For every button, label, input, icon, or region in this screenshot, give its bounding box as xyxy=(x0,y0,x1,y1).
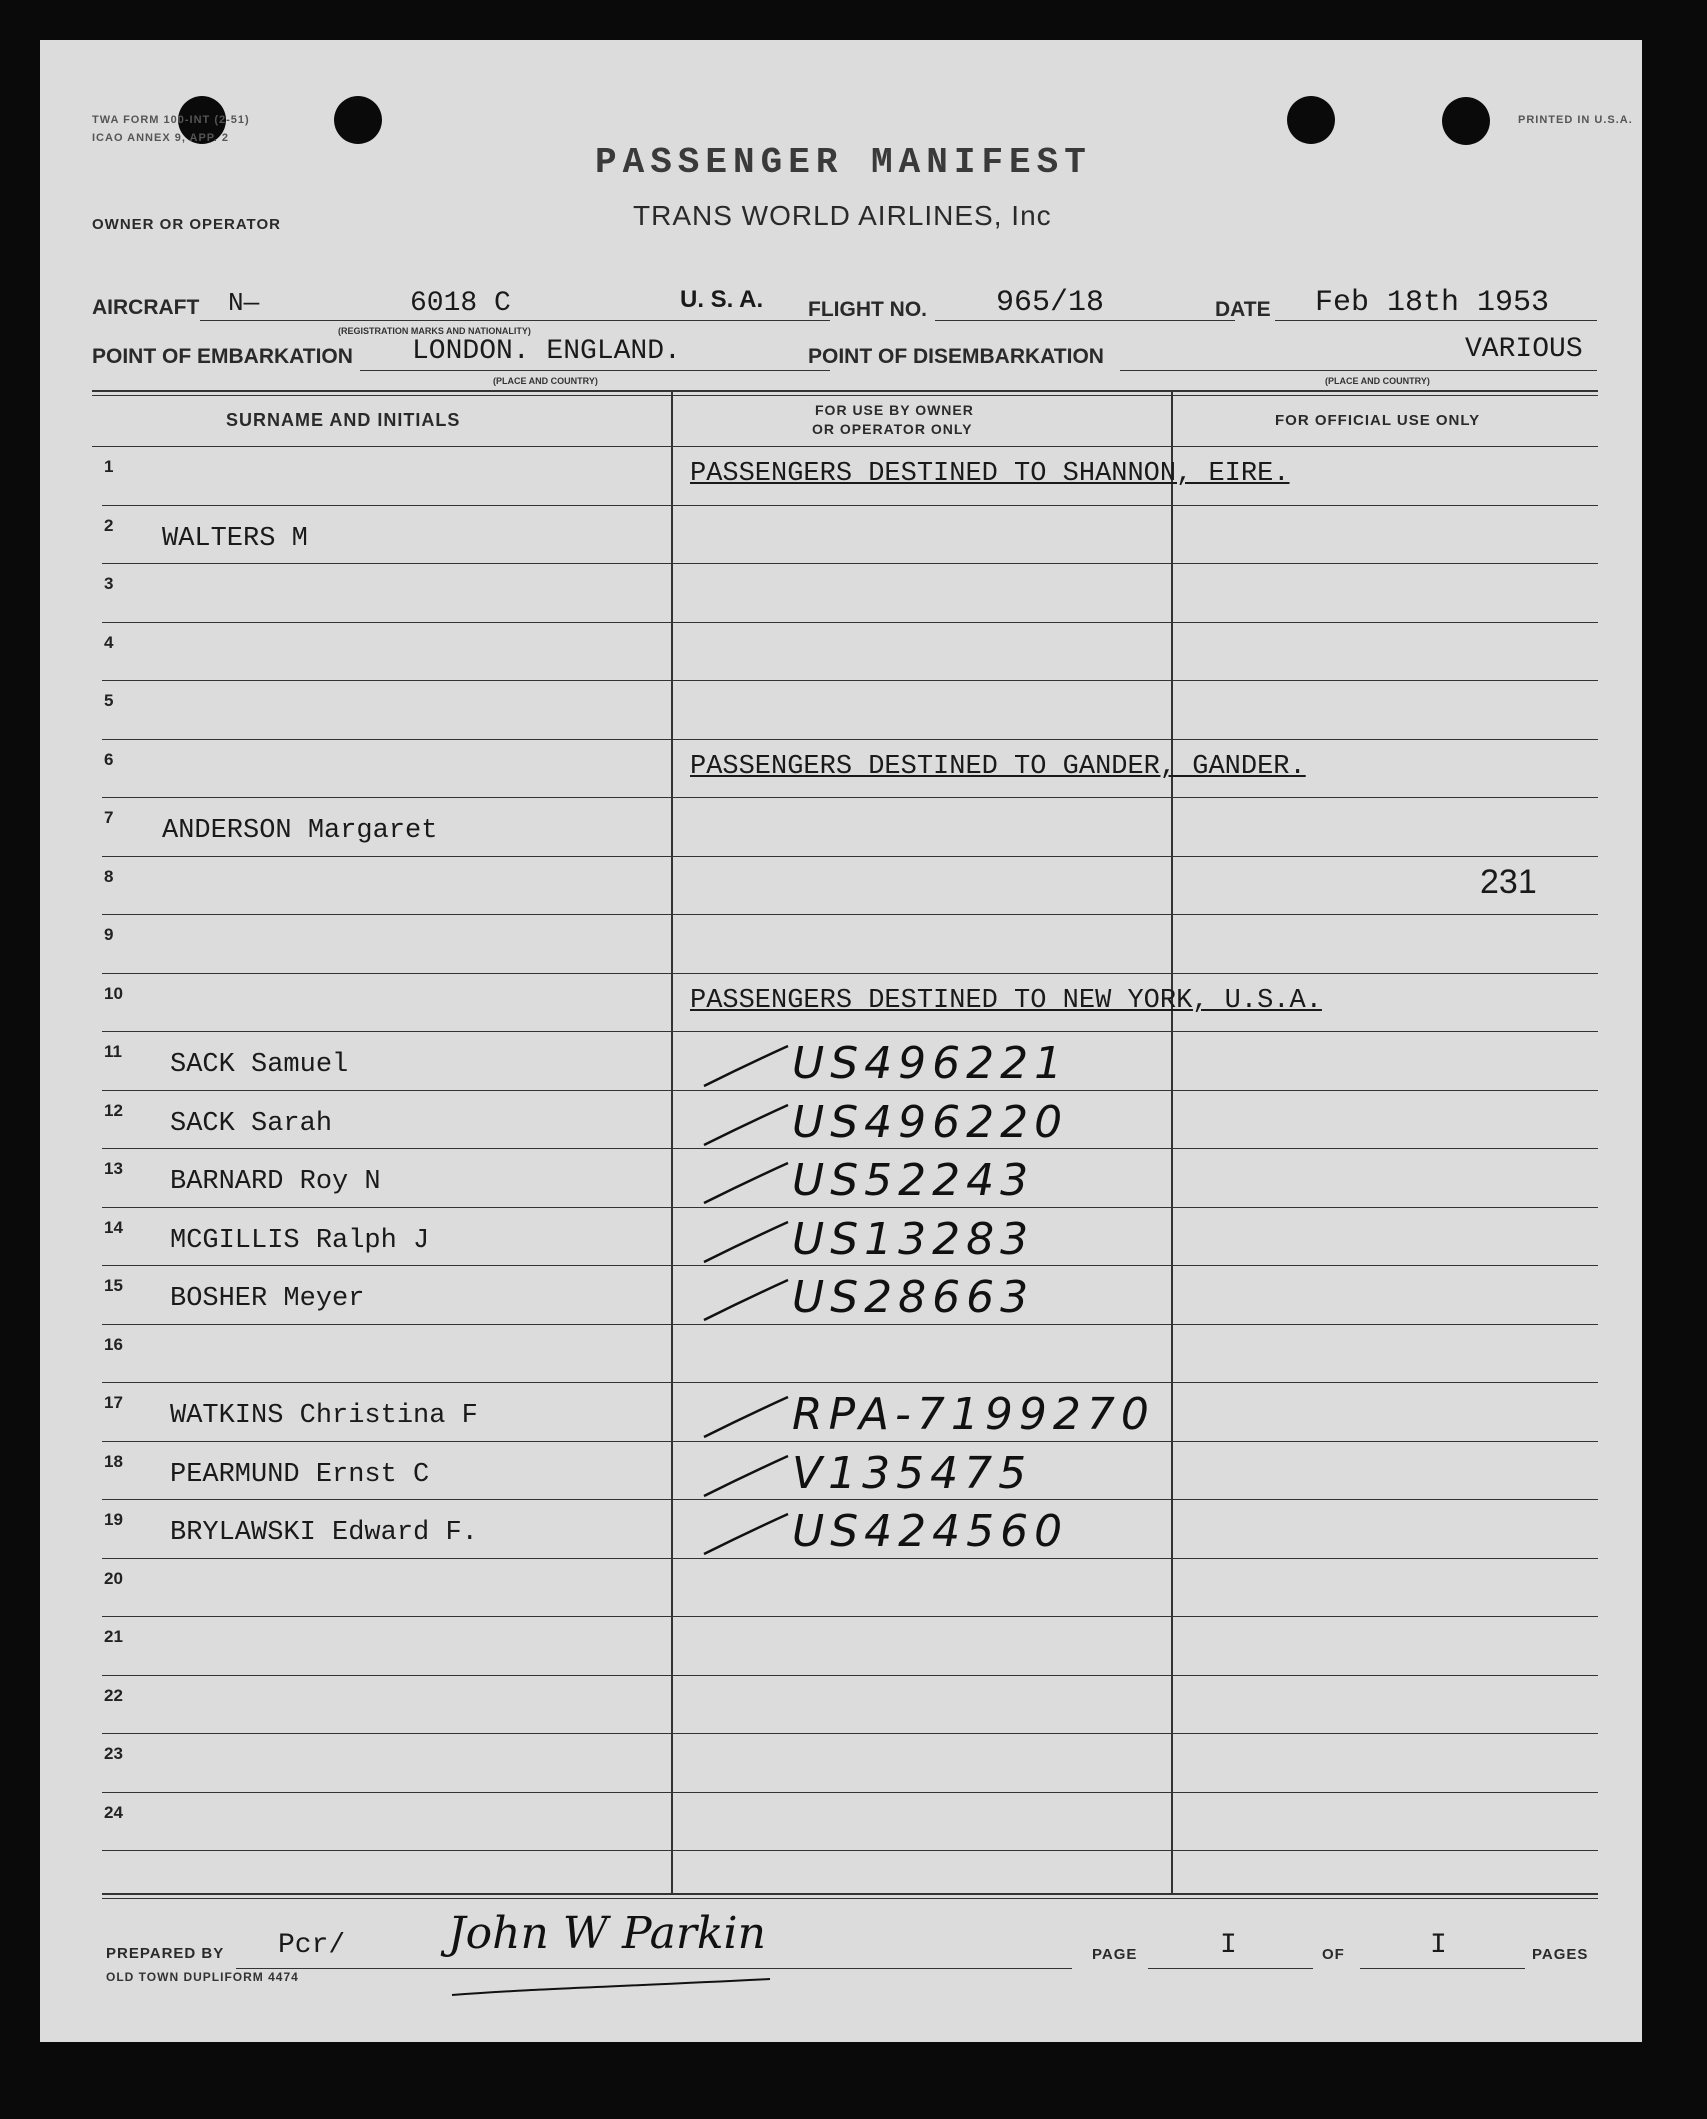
official-use-header: FOR OFFICIAL USE ONLY xyxy=(1275,412,1481,429)
row-number: 1 xyxy=(104,457,114,476)
row-number: 11 xyxy=(104,1042,122,1061)
row-number: 13 xyxy=(104,1159,123,1178)
row-divider xyxy=(102,1441,1598,1442)
passenger-name: WATKINS Christina F xyxy=(170,1401,478,1431)
signature: John W Parkin xyxy=(448,1908,766,1959)
official-entry: 231 xyxy=(1480,863,1537,901)
registration-note: (REGISTRATION MARKS AND NATIONALITY) xyxy=(338,326,531,336)
flight-label: FLIGHT NO. xyxy=(808,298,927,321)
row-number: 5 xyxy=(104,691,114,710)
row-divider xyxy=(102,1675,1598,1676)
row-divider xyxy=(102,680,1598,681)
place-note-2: (PLACE AND COUNTRY) xyxy=(1325,376,1430,386)
embarkation-point: LONDON. ENGLAND. xyxy=(412,336,681,367)
punch-hole xyxy=(1287,96,1335,144)
icao-reference: ICAO ANNEX 9, APP. 2 xyxy=(92,132,229,144)
form-number: TWA FORM 100-INT (2-51) xyxy=(92,114,250,126)
row-number: 2 xyxy=(104,516,114,535)
row-number: 10 xyxy=(104,984,123,1003)
punch-hole xyxy=(334,96,382,144)
check-mark-icon xyxy=(702,1452,792,1502)
row-number: 3 xyxy=(104,574,114,593)
row-number: 7 xyxy=(104,808,114,827)
row-number: 12 xyxy=(104,1101,123,1120)
flight-number: 965/18 xyxy=(996,286,1105,320)
page-total: I xyxy=(1430,1930,1447,1961)
row-number: 14 xyxy=(104,1218,123,1237)
passenger-name: BARNARD Roy N xyxy=(170,1167,381,1197)
row-number: 22 xyxy=(104,1686,123,1705)
page-number: I xyxy=(1220,1930,1237,1961)
check-mark-icon xyxy=(702,1276,792,1326)
flight-date: Feb 18th 1953 xyxy=(1315,286,1550,320)
row-divider xyxy=(102,973,1598,974)
row-number: 15 xyxy=(104,1276,123,1295)
row-divider xyxy=(102,1324,1598,1325)
passenger-name: PEARMUND Ernst C xyxy=(170,1460,430,1490)
destination-section-heading: PASSENGERS DESTINED TO GANDER, GANDER. xyxy=(690,752,1306,782)
row-divider xyxy=(102,1616,1598,1617)
row-number: 23 xyxy=(104,1744,123,1763)
passenger-name: MCGILLIS Ralph J xyxy=(170,1226,430,1256)
row-divider xyxy=(102,1850,1598,1851)
passport-number: US496220 xyxy=(792,1097,1069,1148)
aircraft-nationality: U. S. A. xyxy=(680,286,764,313)
row-number: 18 xyxy=(104,1452,123,1471)
row-divider xyxy=(102,563,1598,564)
row-divider xyxy=(102,505,1598,506)
row-divider xyxy=(102,1031,1598,1032)
row-divider xyxy=(102,1792,1598,1793)
row-divider xyxy=(102,1558,1598,1559)
passenger-name: ANDERSON Margaret xyxy=(162,816,438,846)
passport-number: RPA-7199270 xyxy=(792,1389,1155,1440)
passenger-name: SACK Sarah xyxy=(170,1109,333,1139)
passport-number: V135475 xyxy=(792,1448,1033,1499)
row-number: 4 xyxy=(104,633,114,652)
check-mark-icon xyxy=(702,1218,792,1268)
prepared-by-label: PREPARED BY xyxy=(106,1945,225,1962)
row-number: 8 xyxy=(104,867,114,886)
row-number: 16 xyxy=(104,1335,123,1354)
passport-number: US13283 xyxy=(792,1214,1035,1265)
passport-number: US28663 xyxy=(792,1272,1035,1323)
row-number: 21 xyxy=(104,1627,123,1646)
operator-name: TRANS WORLD AIRLINES, Inc xyxy=(633,200,1052,231)
row-number: 6 xyxy=(104,750,114,769)
aircraft-label: AIRCRAFT xyxy=(92,296,200,319)
destination-section-heading: PASSENGERS DESTINED TO SHANNON, EIRE. xyxy=(690,459,1290,489)
row-divider xyxy=(102,1499,1598,1500)
row-divider xyxy=(102,914,1598,915)
date-label: DATE xyxy=(1215,298,1271,321)
passenger-name: SACK Samuel xyxy=(170,1050,349,1080)
row-divider xyxy=(102,1148,1598,1149)
embarkation-label: POINT OF EMBARKATION xyxy=(92,345,353,368)
row-divider xyxy=(102,739,1598,740)
manifest-sheet xyxy=(40,40,1642,2042)
row-divider xyxy=(102,1090,1598,1091)
aircraft-prefix: N— xyxy=(228,288,260,318)
row-divider xyxy=(102,1382,1598,1383)
row-number: 17 xyxy=(104,1393,123,1412)
dupliform-note: OLD TOWN DUPLIFORM 4474 xyxy=(106,1970,299,1984)
printed-note: PRINTED IN U.S.A. xyxy=(1518,114,1633,126)
prepared-by-initials: Pcr/ xyxy=(278,1930,346,1961)
punch-hole xyxy=(1442,97,1490,145)
passport-number: US496221 xyxy=(792,1038,1069,1089)
owner-use-header-1: FOR USE BY OWNER xyxy=(815,402,974,418)
owner-label: OWNER OR OPERATOR xyxy=(92,216,281,233)
passenger-name: WALTERS M xyxy=(162,524,308,554)
check-mark-icon xyxy=(702,1101,792,1151)
pages-label: PAGES xyxy=(1532,1946,1589,1963)
row-divider xyxy=(102,622,1598,623)
surname-header: SURNAME AND INITIALS xyxy=(226,410,461,430)
place-note: (PLACE AND COUNTRY) xyxy=(493,376,598,386)
row-number: 19 xyxy=(104,1510,123,1529)
row-divider xyxy=(102,856,1598,857)
row-number: 9 xyxy=(104,925,114,944)
passport-number: US424560 xyxy=(792,1506,1069,1557)
passenger-name: BRYLAWSKI Edward F. xyxy=(170,1518,478,1548)
page-label: PAGE xyxy=(1092,1946,1138,1963)
row-number: 20 xyxy=(104,1569,123,1588)
row-number: 24 xyxy=(104,1803,123,1822)
check-mark-icon xyxy=(702,1159,792,1209)
row-divider xyxy=(102,1207,1598,1208)
passenger-name: BOSHER Meyer xyxy=(170,1284,365,1314)
row-divider xyxy=(102,1733,1598,1734)
destination-section-heading: PASSENGERS DESTINED TO NEW YORK, U.S.A. xyxy=(690,986,1322,1016)
check-mark-icon xyxy=(702,1510,792,1560)
passport-number: US52243 xyxy=(792,1155,1035,1206)
disembarkation-label: POINT OF DISEMBARKATION xyxy=(808,345,1104,368)
owner-use-header-2: OR OPERATOR ONLY xyxy=(812,421,973,437)
check-mark-icon xyxy=(702,1393,792,1443)
check-mark-icon xyxy=(702,1042,792,1092)
signature-underline xyxy=(450,1975,780,2005)
page-title: PASSENGER MANIFEST xyxy=(595,142,1092,183)
row-divider xyxy=(102,1265,1598,1266)
row-divider xyxy=(102,797,1598,798)
aircraft-registration: 6018 C xyxy=(410,288,511,319)
disembarkation-point: VARIOUS xyxy=(1465,334,1583,365)
of-label: OF xyxy=(1322,1946,1345,1963)
